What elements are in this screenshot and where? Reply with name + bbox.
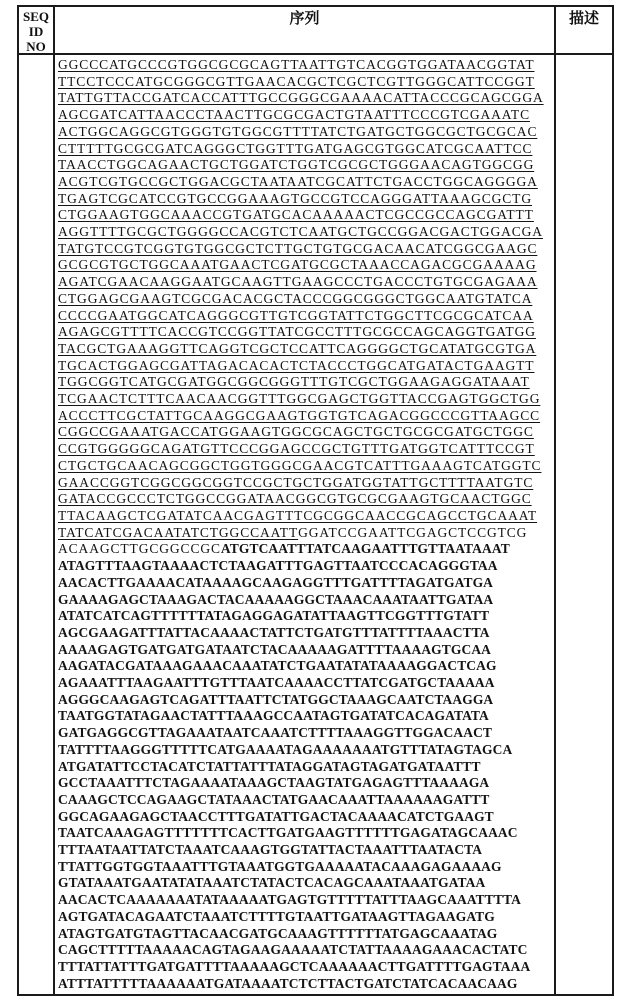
bold-segment: CAAAGCTCCAGAAGCTATAAACTATGAACAAATTAAAAAAGATTT — [58, 791, 490, 807]
sequence-line — [58, 875, 552, 892]
bold-segment: TTTAATAATTATCTAAATCAAAGTGGTATTACTAAATTTAATACTA — [58, 842, 483, 858]
sequence-line — [58, 892, 552, 909]
sequence-header-cell: 序列 — [55, 7, 556, 53]
underlined-segment: CTGGAGCGAAGTCGCGACACGCTACCCGGCGGGCTGGCAATGTATCA — [58, 290, 533, 306]
underlined-segment: CCCCGAATGGCATCAGGGCGTTGTCGGTATTCTGGCTTCGCGCATCAA — [58, 307, 534, 323]
bold-segment: TATTTTAAGGGTTTTTCATGAAAATAGAAAAAAATGTTTATAGTAGCA — [58, 741, 513, 757]
underlined-segment: TATTGTTACCGATCACCATTTGCCGGGCGAAAACATTACCCGCAGCGGA — [58, 90, 544, 106]
sequence-line — [58, 441, 552, 458]
bold-segment: GATGAGGCGTTAGAAATAATCAAATCTTTTAAAGGTTGGACAACT — [58, 725, 493, 741]
sequence-line — [58, 708, 552, 725]
sequence-line — [58, 692, 552, 709]
underlined-segment: CTGGAAGTGGCAAACCGTGATGCACAAAAACTCGCCGCCAGCGATTT — [58, 207, 534, 223]
sequence-line — [58, 742, 552, 759]
underlined-segment: AGATCGAACAAGGAATGCAAGTTGAAGCCCTGACCCTGTGCGAGAAA — [58, 274, 538, 290]
sequence-line — [58, 324, 552, 341]
sequence-line — [58, 541, 552, 558]
underlined-segment: TGCACTGGAGCGATTAGACACACTCTACCCTGGCATGATACTGAAGTT — [58, 357, 535, 373]
underlined-segment: TGGCGGTCATGCGATGGCGGCGGGTTTGTCGCTGGAAGAGGATAAAT — [58, 374, 530, 390]
underlined-segment: CTGCTGCAACAGCGGCTGGTGGGCGAACGTCATTTGAAAGTCATGGTC — [58, 457, 542, 473]
bold-segment: AGGGCAAGAGTCAGATTTAATTCTATGGCTAAAGCAATCTAAGGA — [58, 691, 494, 707]
sequence-line — [58, 909, 552, 926]
bold-segment: TAATCAAAGAGTTTTTTTCACTTGATGAAGTTTTTTGAGATAGCAAAC — [58, 825, 518, 841]
bold-segment: ATGATATTCCTACATCTATTATTTATAGGATAGTAGATGATAATTT — [58, 758, 481, 774]
sequence-line — [58, 408, 552, 425]
sequence-line — [58, 157, 552, 174]
sequence-line — [58, 658, 552, 675]
sequence-line — [58, 141, 552, 158]
sequence-line — [58, 241, 552, 258]
bold-segment: ATATCATCAGTTTTTTATAGAGGAGATATTAAGTTCGGTTTGTATT — [58, 608, 490, 624]
sequence-line — [58, 558, 552, 575]
underlined-segment: TAACCTGGCAGAACTGCTGGATCTGGTCGCGCTGGGAACAGTGGCGG — [58, 157, 535, 173]
underlined-segment: AGCGATCATTAACCCTAACTTGCGCGACTGTAATTTCCCGTCGAAATC — [58, 107, 530, 123]
sequence-line — [58, 775, 552, 792]
bold-segment: AAAAGAGTGATGATGATAATCTACAAAAAGATTTTAAAAGTGCAA — [58, 641, 492, 657]
bold-segment: AGAAATTTAAGAATTTGTTTAATCAAAACCTTATCGATGCTAAAAA — [58, 675, 495, 691]
sequence-line — [58, 642, 552, 659]
underlined-segment: TATCATCGACAATATCTGGCCAATT — [58, 524, 299, 540]
underlined-segment: TTCCTCCCATGCGGGCGTTGAACACGCTCGCTCGTTGGGCATTCCGGT — [58, 73, 535, 89]
sequence-line — [58, 57, 552, 74]
sequence-line — [58, 374, 552, 391]
bold-segment: ATAGTTTAAGTAAAACTCTAAGATTTGAGTTAATCCCACAGGGTAA — [58, 558, 498, 574]
underlined-segment: TACGCTGAAAGGTTCAGGTCGCTCCATTCAGGGGCTGCATATGCGTGA — [58, 340, 537, 356]
sequence-line — [58, 926, 552, 943]
underlined-segment: CCGTGGGGGCAGATGTTCCCGGAGCCGCTGTTTGATGGTCATTTCCGT — [58, 441, 535, 457]
bold-segment: ATAGTGATGTAGTTACAACGATGCAAAGTTTTTTATGAGCAAATAG — [58, 925, 498, 941]
sequence-line — [58, 174, 552, 191]
underlined-segment: TTACAAGCTCGATATCAACGAGTTTCGCGGCAACCGCAGCCTGCAAAT — [58, 507, 538, 523]
sequence-line — [58, 608, 552, 625]
sequence-line — [58, 792, 552, 809]
bold-segment: TTTATTATTTGATGATTTTAAAAAGCTCAAAAAACTTGATTTTGAGTAAA — [58, 958, 531, 974]
sequence-line — [58, 274, 552, 291]
bold-segment: AAGATACGATAAAGAAACAAATATCTGAATATATAAAAGGACTCAG — [58, 658, 497, 674]
underlined-segment: TGAGTCGCATCCGTGCCGGAAAGTGCCGTCCAGGGATTAAAGCGCTG — [58, 190, 532, 206]
sequence-line — [58, 107, 552, 124]
bold-segment: TAATGGTATAGAACTATTTAAAGCCAATAGTGATATCACAGATATA — [58, 708, 489, 724]
sequence-line — [58, 257, 552, 274]
underlined-segment: GATACCGCCCTCTGGCCGGATAACGGCGTGCGCGAAGTGCAACTGGC — [58, 491, 532, 507]
sequence-line — [58, 842, 552, 859]
sequence-line — [58, 625, 552, 642]
sequence-line — [58, 859, 552, 876]
sequence-line — [58, 525, 552, 542]
sequence-line — [58, 458, 552, 475]
sequence-line — [58, 291, 552, 308]
underlined-segment: GGCCCATGCCCGTGGCGCGCAGTTAATTGTCACGGTGGATAACGGTAT — [58, 57, 535, 72]
seq-id-header-line3: NO — [26, 39, 46, 54]
sequence-line — [58, 424, 552, 441]
regular-segment: ACAAGCTTGCGGCCGC — [58, 541, 221, 557]
sequence-line — [58, 341, 552, 358]
description-cell — [556, 55, 612, 994]
table-header-row — [19, 7, 612, 55]
sequence-line — [58, 759, 552, 776]
sequence-listing-table — [17, 5, 614, 996]
sequence-line — [58, 308, 552, 325]
seq-id-header-line1: SEQ — [22, 9, 49, 24]
sequence-line — [58, 224, 552, 241]
sequence-line — [58, 358, 552, 375]
bold-segment: AACACTTGAAAACATAAAAGCAAGAGGTTTGATTTTAGATGATGA — [58, 574, 494, 590]
sequence-line — [58, 74, 552, 91]
description-header-cell: 描述 — [568, 11, 599, 27]
underlined-segment: TCGAACTCTTTCAACAACGGTTTGGCGAGCTGGTTACCGAGTGGCTGG — [58, 391, 541, 407]
seq-id-header-line2: ID — [28, 24, 44, 39]
bold-segment: TTATTGGTGGTAAATTTGTAAATGGTGAAAAATACAAAGAGAAAAG — [58, 858, 502, 874]
regular-segment: GGATCCGAATTCGAGCTCCGTCG — [298, 524, 528, 540]
underlined-segment: ACGTCGTGCCGCTGGACGCTAATAATCGCATTCTGACCTGGCAGGGGA — [58, 173, 538, 189]
sequence-line — [58, 976, 552, 993]
sequence-line — [58, 391, 552, 408]
bold-segment: AGCGAAGATTTATTACAAAACTATTCTGATGTTTATTTTAAACTTA — [58, 624, 490, 640]
underlined-segment: AGAGCGTTTTCACCGTCCGGTTATCGCCTTTGCGCCAGCAGGTGATGG — [58, 324, 536, 340]
underlined-segment: GAACCGGTCGGCGGCGGTCCGCTGCTGGATGGTATTGCTTTTAATGTC — [58, 474, 534, 490]
sequence-line — [58, 592, 552, 609]
underlined-segment: TATGTCCGTCGGTGTGGCGCTCTTGCTGTGCGACAACATCGGCGAAGC — [58, 240, 538, 256]
sequence-text — [58, 57, 552, 992]
underlined-segment: GCGCGTGCTGGCAAATGAACTCGATGCGCTAAACCAGACGCGAAAAG — [58, 257, 537, 273]
sequence-line — [58, 725, 552, 742]
underlined-segment: CGGCCGAAATGACCATGGAAGTGGCGCAGCTGCTGCGCGATGCTGGC — [58, 424, 534, 440]
sequence-line — [58, 825, 552, 842]
sequence-line — [58, 508, 552, 525]
sequence-line — [58, 207, 552, 224]
bold-segment: AACACTCAAAAAAATATAAAAATGAGTGTTTTTATTTAAGCAAATTTTA — [58, 892, 521, 908]
seq-id-header-cell — [19, 7, 55, 53]
sequence-line — [58, 475, 552, 492]
bold-segment: GTATAAATGAATATATAAATCTATACTCACAGCAAATAAATGATAA — [58, 875, 486, 891]
underlined-segment: ACCCTTCGCTATTGCAAGGCGAAGTGGTGTCAGACGGCCCGTTAAGCC — [58, 407, 541, 423]
sequence-line — [58, 675, 552, 692]
sequence-line — [58, 575, 552, 592]
bold-segment: GAAAAGAGCTAAAGACTACAAAAAGGCTAAACAAATAATTGATAA — [58, 591, 494, 607]
sequence-cell — [55, 55, 556, 994]
bold-segment: CAGCTTTTTAAAAACAGTAGAAGAAAAATCTATTAAAAGAAACACTATC — [58, 942, 528, 958]
sequence-line — [58, 959, 552, 976]
underlined-segment: AGGTTTTGCGCTGGGGCCACGTCTCAATGCTGCCGGACGACTGGACGA — [58, 224, 543, 240]
sequence-line — [58, 809, 552, 826]
bold-segment: GGCAGAAGAGCTAACCTTTGATATTGACTACAAAACATCTGAAGT — [58, 808, 494, 824]
seq-id-cell — [19, 55, 55, 994]
underlined-segment: ACTGGCAGGCGTGGGTGTGGCGTTTTATCTGATGCTGGCGCTGCGCAC — [58, 123, 538, 139]
bold-segment: ATGTCAATTTATCAAGAATTTGTTAATAAAT — [220, 541, 510, 557]
sequence-line — [58, 942, 552, 959]
bold-segment: AGTGATACAGAATCTAAATCTTTTGTAATTGATAAGTTAGAAGATG — [58, 908, 495, 924]
bold-segment: ATTTATTTTTAAAAAATGATAAAATCTCTTACTGATCTATCACAACAAG — [58, 975, 518, 991]
table-body-row — [19, 55, 612, 994]
bold-segment: GCCTAAATTTCTAGAAAATAAAGCTAAGTATGAGAGTTTAAAAGA — [58, 775, 490, 791]
sequence-line — [58, 191, 552, 208]
sequence-line — [58, 124, 552, 141]
underlined-segment: CTTTTTGCGCGATCAGGGCTGGTTTGATGAGCGTGGCATCGCAATTCC — [58, 140, 533, 156]
sequence-line — [58, 90, 552, 107]
sequence-line — [58, 491, 552, 508]
